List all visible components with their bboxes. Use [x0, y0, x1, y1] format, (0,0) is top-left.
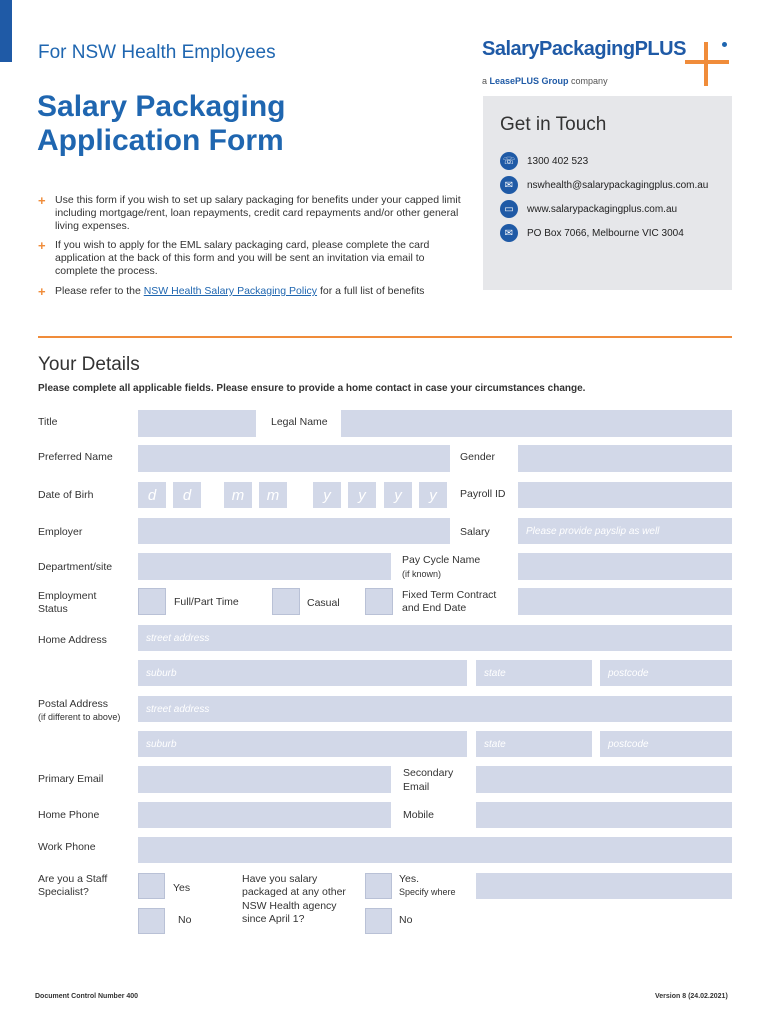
postal-street-field[interactable]: street address [138, 696, 732, 722]
other-agency-label-4: since April 1? [242, 913, 305, 925]
section-divider [38, 336, 732, 338]
logo-plus-text: PLUS [634, 38, 686, 60]
dob-year-4[interactable]: y [419, 482, 447, 508]
plus-bullet-icon: + [38, 238, 46, 253]
other-agency-label-2: packaged at any other [242, 886, 346, 898]
logo-sub-brand: LeasePLUS Group [489, 76, 569, 86]
fixed-term-label-2: and End Date [402, 602, 467, 614]
primary-email-label: Primary Email [38, 773, 104, 785]
payroll-id-field[interactable] [518, 482, 732, 508]
specify-where-field[interactable] [476, 873, 732, 899]
contact-post: PO Box 7066, Melbourne VIC 3004 [527, 227, 684, 239]
staff-specialist-yes-label: Yes [173, 882, 191, 894]
dob-year-2[interactable]: y [348, 482, 376, 508]
preferred-name-label: Preferred Name [38, 451, 113, 463]
home-street-field[interactable]: street address [138, 625, 732, 651]
bullet3-suffix: for a full list of benefits [317, 285, 425, 297]
postal-address-note: (if different to above) [38, 712, 121, 722]
specify-where-label: Specify where [399, 887, 456, 897]
dob-day-1[interactable]: d [138, 482, 166, 508]
postal-suburb-field[interactable]: suburb [138, 731, 467, 757]
department-field[interactable] [138, 553, 391, 580]
title-field[interactable] [138, 410, 256, 437]
bullet3-prefix: Please refer to the [55, 285, 144, 297]
contact-web[interactable]: www.salarypackagingplus.com.au [527, 203, 678, 215]
secondary-email-label-2: Email [403, 781, 430, 793]
logo-sub-suffix: company [568, 76, 608, 86]
contact-phone-row [500, 152, 588, 170]
gender-label: Gender [460, 451, 496, 463]
page-title: Salary Packaging Application Form [37, 90, 286, 157]
postal-state-field[interactable]: state [476, 731, 592, 757]
version-label: Version 8 (24.02.2021) [655, 993, 728, 1000]
logo-dot [722, 42, 727, 47]
audience-heading: For NSW Health Employees [38, 42, 276, 63]
page-edge-bar [0, 0, 12, 62]
mobile-label: Mobile [403, 809, 434, 821]
secondary-email-label-1: Secondary [403, 767, 454, 779]
primary-email-field[interactable] [138, 766, 391, 793]
dob-year-1[interactable]: y [313, 482, 341, 508]
dob-year-3[interactable]: y [384, 482, 412, 508]
details-subtitle: Please complete all applicable fields. Please ensure to provide a home contact in case your circumstances change. [38, 383, 586, 394]
employment-status-label-2: Status [38, 603, 68, 615]
staff-specialist-no-label: No [178, 914, 192, 926]
other-agency-no-checkbox[interactable] [365, 908, 392, 934]
contact-phone[interactable]: 1300 402 523 [527, 155, 589, 167]
mail-icon: ✉ [500, 224, 518, 242]
home-suburb-field[interactable]: suburb [138, 660, 467, 686]
brand-logo [482, 38, 686, 61]
other-agency-yes-label: Yes. [399, 873, 420, 885]
employment-status-label-1: Employment [38, 590, 97, 602]
logo-sub-prefix: a [482, 76, 490, 86]
dob-label: Date of Birh [38, 489, 94, 501]
intro-bullet-1-text: Use this form if you wish to set up salary packaging for benefits under your capped limit including mortgage/rent, loan repayments, credit card repayments and/or other general living expenses. [55, 194, 461, 232]
employer-field[interactable] [138, 518, 450, 544]
mobile-field[interactable] [476, 802, 732, 828]
other-agency-label-3: NSW Health agency [242, 900, 337, 912]
dob-month-2[interactable]: m [259, 482, 287, 508]
pay-cycle-field[interactable] [518, 553, 732, 580]
plus-bullet-icon: + [38, 193, 46, 208]
logo-cross-bar [685, 60, 729, 64]
full-part-time-label: Full/Part Time [174, 596, 239, 608]
policy-link[interactable]: NSW Health Salary Packaging Policy [143, 285, 318, 297]
phone-icon: ☏ [500, 152, 518, 170]
staff-specialist-label-2: Specialist? [38, 886, 89, 898]
email-icon: ✉ [500, 176, 518, 194]
intro-bullet-3 [38, 285, 468, 298]
other-agency-no-label: No [399, 914, 413, 926]
full-part-time-checkbox[interactable] [138, 588, 166, 615]
dob-day-2[interactable]: d [173, 482, 201, 508]
dob-month-1[interactable]: m [224, 482, 252, 508]
home-address-label: Home Address [38, 634, 107, 646]
home-postcode-field[interactable]: postcode [600, 660, 732, 686]
title-label: Title [38, 416, 58, 428]
home-state-field[interactable]: state [476, 660, 592, 686]
contact-web-row [500, 200, 677, 218]
contact-email[interactable]: nswhealth@salarypackagingplus.com.au [527, 179, 709, 191]
casual-label: Casual [307, 597, 340, 609]
secondary-email-field[interactable] [476, 766, 732, 793]
monitor-icon: ▭ [500, 200, 518, 218]
home-phone-field[interactable] [138, 802, 391, 828]
employer-label: Employer [38, 526, 83, 538]
casual-checkbox[interactable] [272, 588, 300, 615]
plus-bullet-icon: + [38, 284, 46, 299]
intro-bullet-2-text: If you wish to apply for the EML salary packaging card, please complete the card application at the back of this form and you will be sent an invitation via email to complete the process. [55, 239, 430, 277]
staff-specialist-yes-checkbox[interactable] [138, 873, 165, 899]
postal-address-label: Postal Address [38, 698, 109, 710]
staff-specialist-label-1: Are you a Staff [38, 873, 108, 885]
fixed-term-label-1: Fixed Term Contract [402, 589, 497, 601]
intro-bullet-1 [38, 194, 468, 233]
home-phone-label: Home Phone [38, 809, 100, 821]
fixed-term-end-date-field[interactable] [518, 588, 732, 615]
pay-cycle-label: Pay Cycle Name [402, 554, 481, 566]
logo-subtitle [482, 76, 608, 86]
other-agency-label-1: Have you salary [242, 873, 318, 885]
gender-field[interactable] [518, 445, 732, 472]
details-title: Your Details [38, 354, 140, 375]
payroll-id-label: Payroll ID [460, 488, 506, 500]
salary-label: Salary [460, 526, 490, 538]
legal-name-field[interactable] [341, 410, 732, 437]
intro-bullet-2 [38, 239, 468, 278]
contact-post-row [500, 224, 684, 242]
other-agency-yes-checkbox[interactable] [365, 873, 392, 899]
logo-cross-icon [704, 42, 708, 86]
logo-text: SalaryPackaging [482, 38, 635, 60]
pay-cycle-note: (if known) [402, 569, 442, 579]
document-control-number: Document Control Number 400 [35, 993, 139, 1000]
legal-name-label: Legal Name [271, 416, 328, 428]
salary-field[interactable]: Please provide payslip as well [518, 518, 732, 544]
staff-specialist-no-checkbox[interactable] [138, 908, 165, 934]
department-label: Department/site [38, 561, 113, 573]
preferred-name-field[interactable] [138, 445, 450, 472]
contact-title: Get in Touch [500, 114, 607, 135]
contact-email-row [500, 176, 708, 194]
intro-bullet-3-text [55, 285, 424, 298]
work-phone-field[interactable] [138, 837, 732, 863]
fixed-term-checkbox[interactable] [365, 588, 393, 615]
work-phone-label: Work Phone [38, 841, 96, 853]
postal-postcode-field[interactable]: postcode [600, 731, 732, 757]
